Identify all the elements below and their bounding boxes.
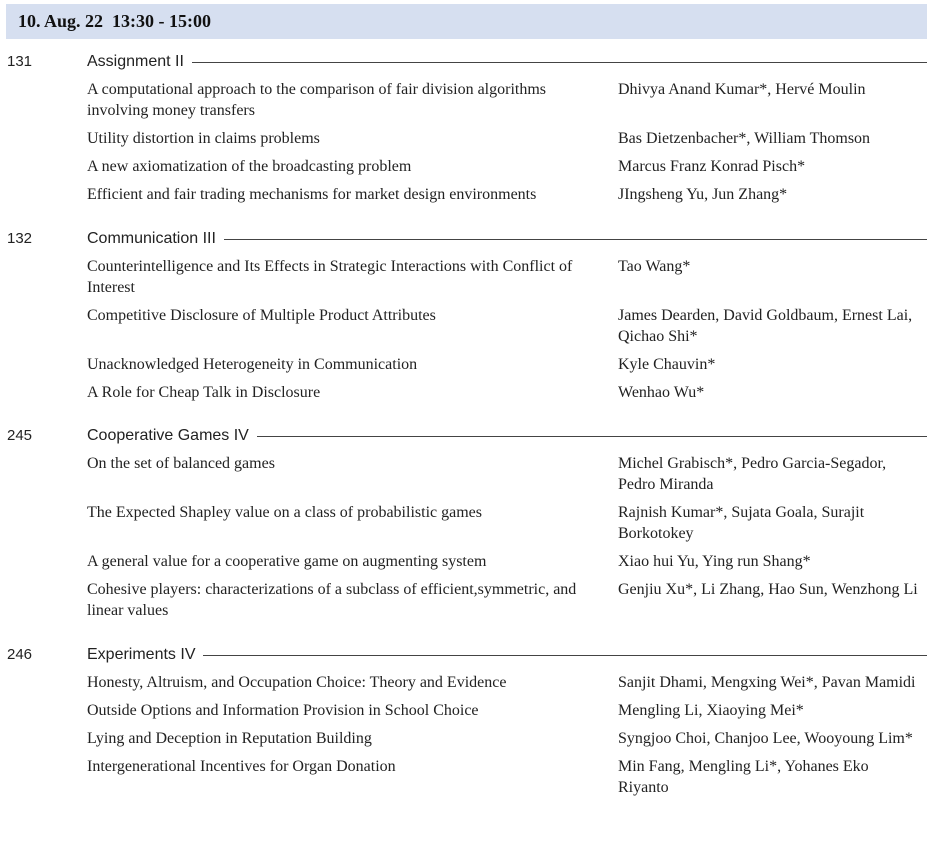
talk-row — [0, 700, 932, 721]
session-132 — [0, 228, 932, 410]
session-245 — [0, 425, 932, 628]
session-header — [0, 644, 932, 666]
session-header — [0, 51, 932, 73]
session-131 — [0, 51, 932, 212]
talk-authors: Tao Wang* — [618, 258, 691, 275]
session-divider — [192, 62, 927, 63]
session-number: 245 — [7, 427, 33, 444]
talk-row — [0, 551, 932, 572]
session-divider — [257, 436, 927, 437]
session-number: 132 — [7, 230, 33, 247]
talk-authors: Rajnish Kumar*, Sujata Goala, Surajit Borkotokey — [618, 504, 865, 542]
talk-authors: Wenhao Wu* — [618, 384, 705, 401]
session-number: 131 — [7, 53, 33, 70]
talk-authors: Michel Grabisch*, Pedro Garcia-Segador, Pedro Miranda — [618, 455, 887, 493]
talk-title: Cohesive players: characterizations of a subclass of efficient,symmetric, and linear values — [87, 581, 577, 619]
talk-title: Honesty, Altruism, and Occupation Choice: Theory and Evidence — [87, 674, 507, 691]
talk-authors: JIngsheng Yu, Jun Zhang* — [618, 186, 788, 203]
talk-title: Intergenerational Incentives for Organ Donation — [87, 758, 396, 775]
talk-row — [0, 305, 932, 347]
talk-authors: Genjiu Xu*, Li Zhang, Hao Sun, Wenzhong Li — [618, 581, 918, 598]
talk-title: Counterintelligence and Its Effects in Strategic Interactions with Conflict of Interest — [87, 258, 573, 296]
session-header — [0, 425, 932, 447]
talk-authors: Min Fang, Mengling Li*, Yohanes Eko Riyanto — [618, 758, 869, 796]
talk-row — [0, 502, 932, 544]
talk-authors: Sanjit Dhami, Mengxing Wei*, Pavan Mamidi — [618, 674, 916, 691]
talk-title: A computational approach to the comparison of fair division algorithms involving money transfers — [87, 81, 547, 119]
talk-title: On the set of balanced games — [87, 455, 275, 472]
talk-title: The Expected Shapley value on a class of probabilistic games — [87, 504, 482, 521]
talk-row — [0, 382, 932, 403]
talk-title: A new axiomatization of the broadcasting problem — [87, 158, 412, 175]
talk-authors: Mengling Li, Xiaoying Mei* — [618, 702, 804, 719]
talk-row — [0, 728, 932, 749]
talk-row — [0, 756, 932, 798]
talk-authors: Xiao hui Yu, Ying run Shang* — [618, 553, 811, 570]
talk-authors: James Dearden, David Goldbaum, Ernest Lai, Qichao Shi* — [618, 307, 913, 345]
talk-row — [0, 184, 932, 205]
talk-authors: Bas Dietzenbacher*, William Thomson — [618, 130, 871, 147]
session-number: 246 — [7, 646, 33, 663]
date-time-heading: 10. Aug. 22 13:30 - 15:00 — [18, 11, 211, 31]
session-divider — [203, 655, 927, 656]
talk-authors: Syngjoo Choi, Chanjoo Lee, Wooyoung Lim* — [618, 730, 913, 747]
talk-title: Efficient and fair trading mechanisms for market design environments — [87, 186, 537, 203]
session-title: Assignment II — [87, 53, 184, 70]
talk-title: Utility distortion in claims problems — [87, 130, 320, 147]
talk-authors: Dhivya Anand Kumar*, Hervé Moulin — [618, 81, 866, 98]
talk-row — [0, 354, 932, 375]
talk-title: A general value for a cooperative game on augmenting system — [87, 553, 487, 570]
talk-authors: Kyle Chauvin* — [618, 356, 716, 373]
talk-row — [0, 156, 932, 177]
session-title: Experiments IV — [87, 646, 196, 663]
talk-row — [0, 256, 932, 298]
talk-row — [0, 128, 932, 149]
talk-title: Outside Options and Information Provision in School Choice — [87, 702, 479, 719]
talk-title: Competitive Disclosure of Multiple Product Attributes — [87, 307, 436, 324]
session-title: Communication III — [87, 230, 216, 247]
talk-row — [0, 579, 932, 621]
talk-title: Lying and Deception in Reputation Building — [87, 730, 372, 747]
talk-authors: Marcus Franz Konrad Pisch* — [618, 158, 806, 175]
talk-title: A Role for Cheap Talk in Disclosure — [87, 384, 321, 401]
date-header-bar — [6, 4, 927, 39]
talk-row — [0, 672, 932, 693]
talk-title: Unacknowledged Heterogeneity in Communication — [87, 356, 418, 373]
talk-row — [0, 79, 932, 121]
talk-row — [0, 453, 932, 495]
session-title: Cooperative Games IV — [87, 427, 249, 444]
session-header — [0, 228, 932, 250]
session-246 — [0, 644, 932, 805]
session-divider — [224, 239, 927, 240]
